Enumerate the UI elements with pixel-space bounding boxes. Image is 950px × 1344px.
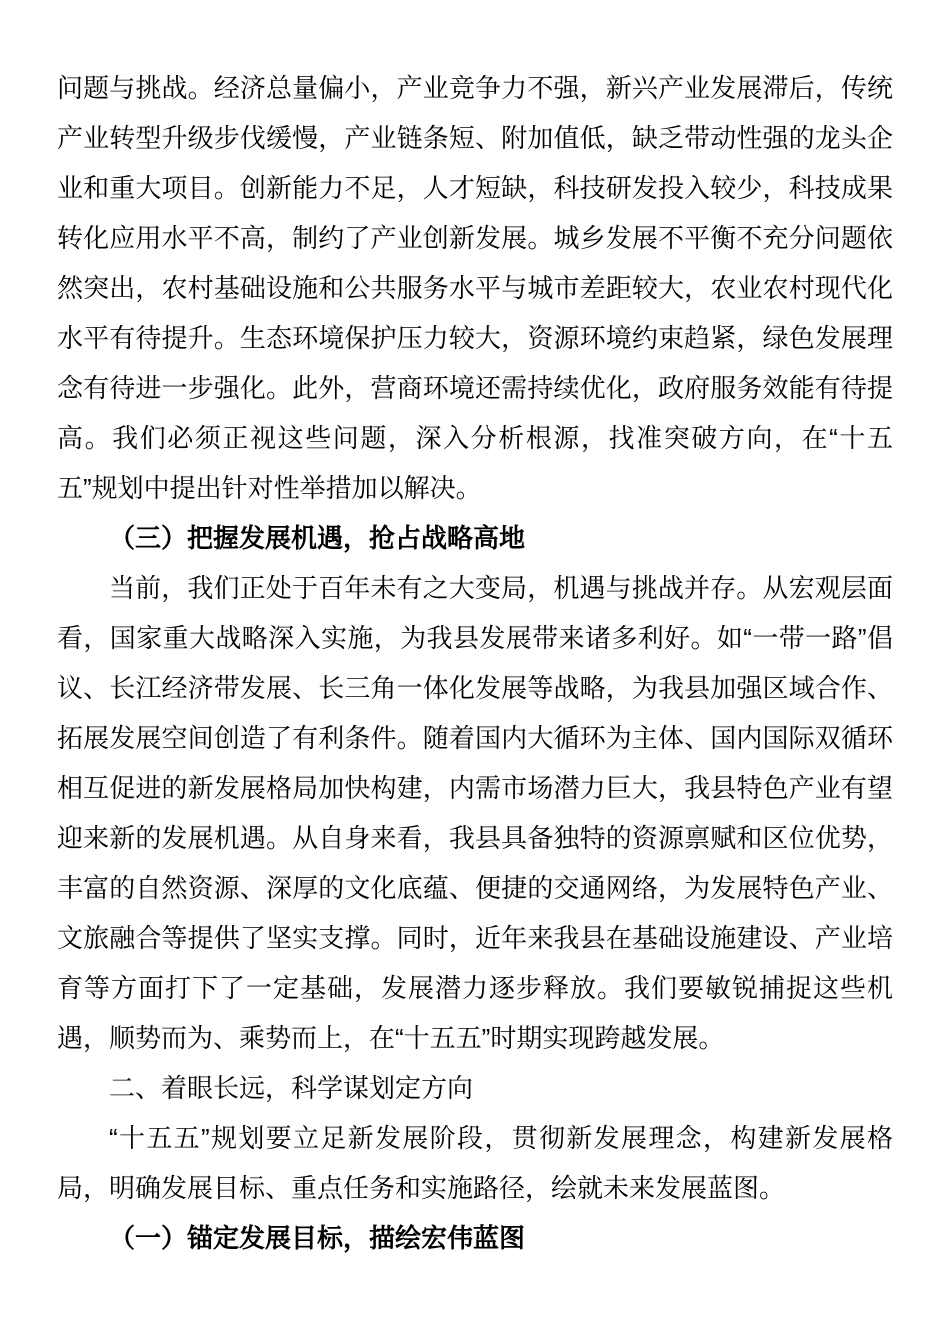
heading-section-1-anchor-goals: （一）锚定发展目标，描绘宏伟蓝图: [109, 1223, 526, 1253]
heading-part-2-long-term-planning: 二、着眼长远，科学谋划定方向: [109, 1073, 474, 1103]
document-body: [57, 63, 893, 1263]
heading-section-3-seize-opportunities: （三）把握发展机遇，抢占战略高地: [109, 523, 526, 553]
paragraph-plan-requirements: “十五五”规划要立足新发展阶段，贯彻新发展理念，构建新发展格局，明确发展目标、重点任务和实施路径，绘就未来发展蓝图。: [57, 1123, 893, 1203]
paragraph-challenges-continued: 问题与挑战。经济总量偏小，产业竞争力不强，新兴产业发展滞后，传统产业转型升级步伐缓慢，产业链条短、附加值低，缺乏带动性强的龙头企业和重大项目。创新能力不足，人才短缺，科技研发投入较少，科技成果转化应用水平不高，制约了产业创新发展。城乡发展不平衡不充分问题依然突出，农村基础设施和公共服务水平与城市差距较大，农业农村现代化水平有待提升。生态环境保护压力较大，资源环境约束趋紧，绿色发展理念有待进一步强化。此外，营商环境还需持续优化，政府服务效能有待提高。我们必须正视这些问题，深入分析根源，找准突破方向，在“十五五”规划中提出针对性举措加以解决。: [57, 73, 893, 503]
paragraph-opportunities-analysis: 当前，我们正处于百年未有之大变局，机遇与挑战并存。从宏观层面看，国家重大战略深入实施，为我县发展带来诸多利好。如“一带一路”倡议、长江经济带发展、长三角一体化发展等战略，为我县加强区域合作、拓展发展空间创造了有利条件。随着国内大循环为主体、国内国际双循环相互促进的新发展格局加快构建，内需市场潜力巨大，我县特色产业有望迎来新的发展机遇。从自身来看，我县具备独特的资源禀赋和区位优势，丰富的自然资源、深厚的文化底蕴、便捷的交通网络，为发展特色产业、文旅融合等提供了坚实支撑。同时，近年来我县在基础设施建设、产业培育等方面打下了一定基础，发展潜力逐步释放。我们要敏锐捕捉这些机遇，顺势而为、乘势而上，在“十五五”时期实现跨越发展。: [57, 573, 893, 1053]
